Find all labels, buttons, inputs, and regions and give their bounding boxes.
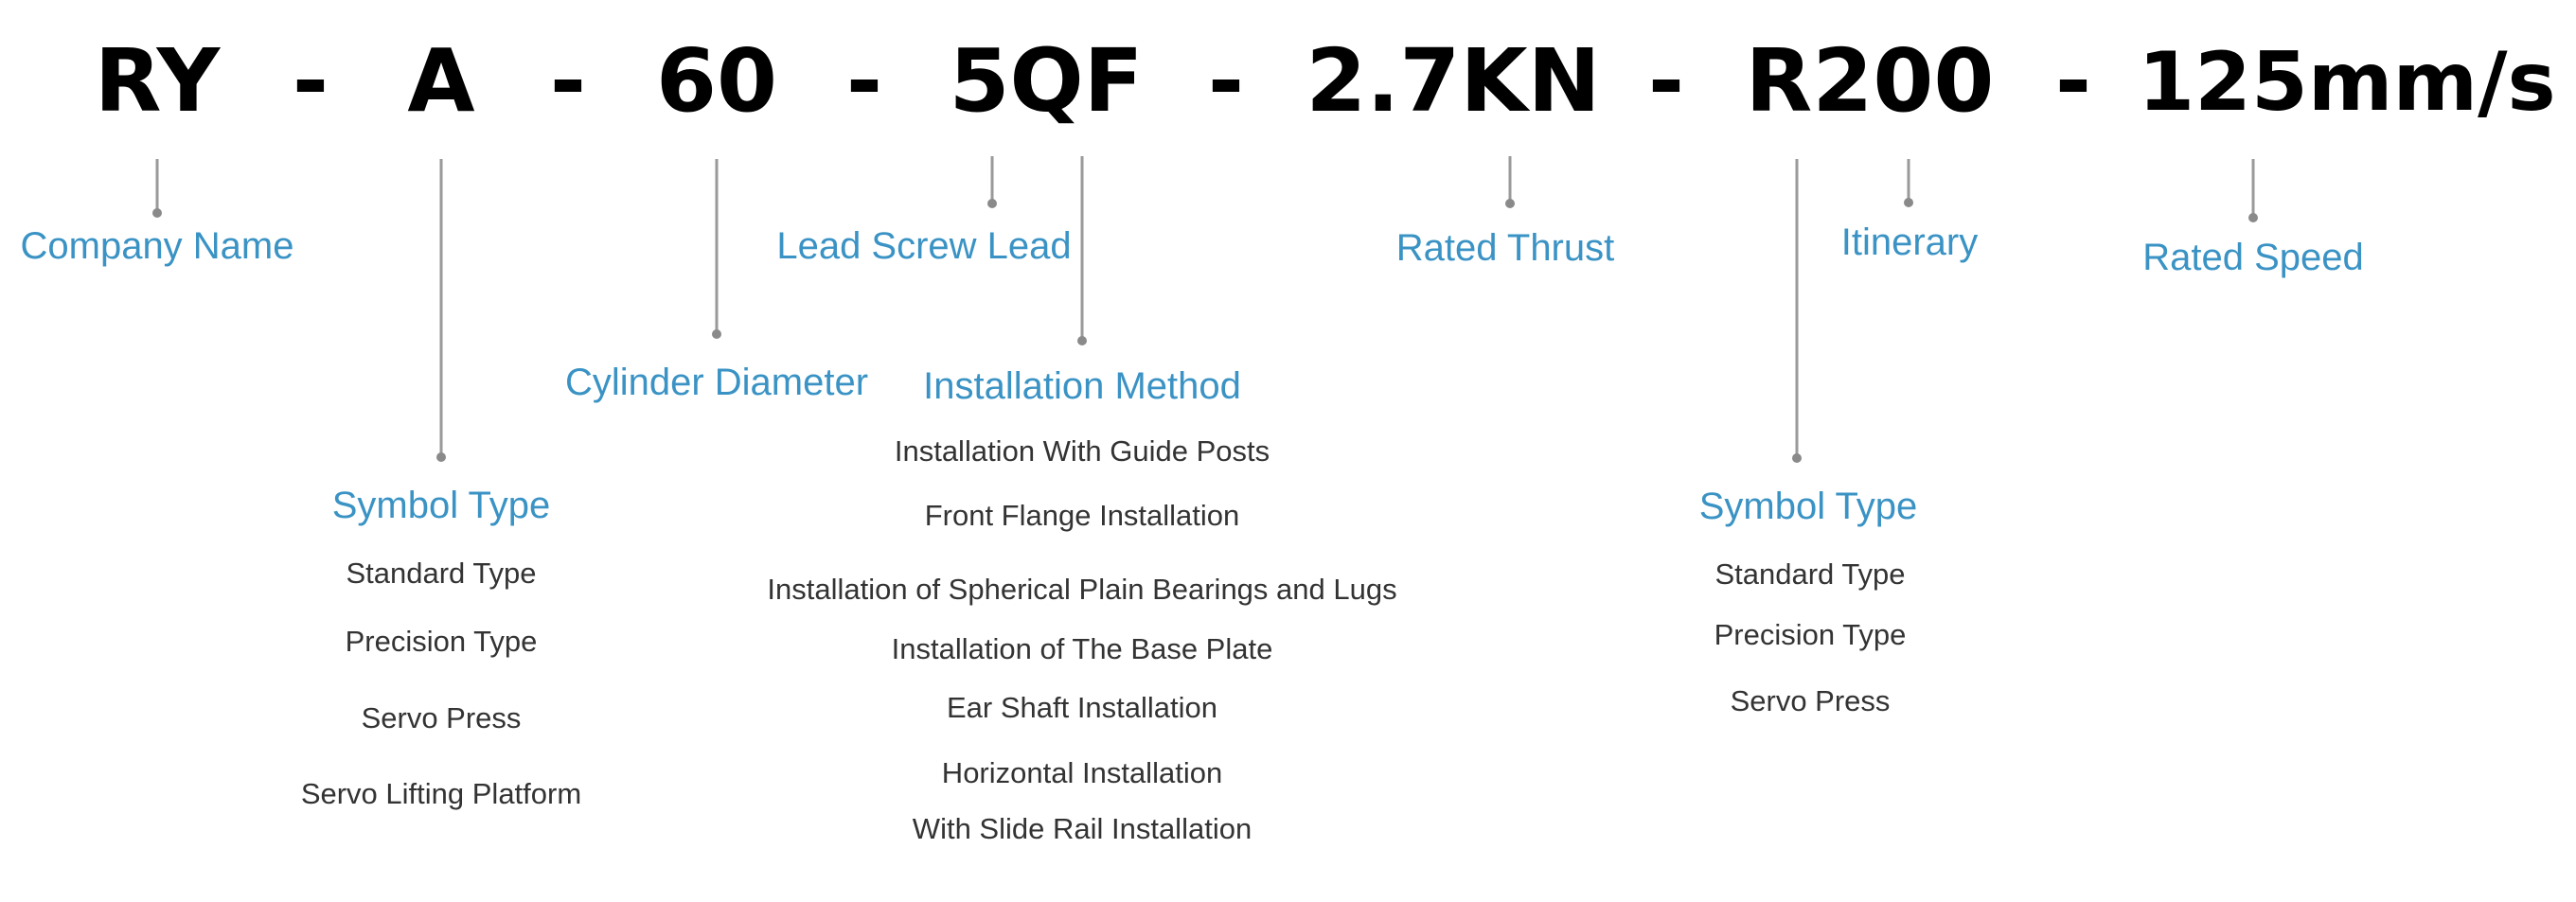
option-spherical-bearings-lugs: Installation of Spherical Plain Bearings and Lugs — [767, 573, 1397, 606]
label-lead-screw-lead: Lead Screw Lead — [776, 225, 1072, 267]
code-segment-itinerary: R200 — [1745, 30, 1995, 132]
option-standard-type: Standard Type — [1714, 557, 1906, 591]
option-installation-guide-posts: Installation With Guide Posts — [894, 434, 1270, 468]
label-symbol-type-left: Symbol Type — [331, 485, 551, 526]
code-segment-company: RY — [94, 30, 221, 132]
connector-dot-cylinder-diameter — [712, 329, 721, 339]
label-symbol-type-right: Symbol Type — [1698, 486, 1918, 527]
option-slide-rail-installation: With Slide Rail Installation — [912, 812, 1252, 845]
option-standard-type: Standard Type — [346, 557, 537, 590]
connector-dot-rated-speed — [2248, 213, 2258, 222]
code-separator: - — [1647, 30, 1685, 132]
code-segment-rated-thrust: 2.7KN — [1306, 30, 1601, 132]
label-itinerary: Itinerary — [1840, 221, 1979, 263]
option-servo-lifting-platform: Servo Lifting Platform — [300, 777, 582, 810]
option-precision-type: Precision Type — [345, 625, 538, 658]
connector-dot-lead-screw-lead — [987, 199, 997, 208]
label-installation-method: Installation Method — [923, 365, 1241, 407]
option-horizontal-installation: Horizontal Installation — [941, 756, 1223, 789]
connector-dot-rated-thrust — [1505, 199, 1515, 208]
option-ear-shaft-installation: Ear Shaft Installation — [946, 691, 1218, 724]
code-separator: - — [549, 30, 587, 132]
code-segment-lead-installation: 5QF — [949, 30, 1144, 132]
label-company-name: Company Name — [20, 225, 294, 267]
option-base-plate-installation: Installation of The Base Plate — [891, 632, 1273, 665]
connector-dot-installation-method — [1077, 336, 1087, 345]
connector-dot-company-name — [152, 208, 162, 218]
code-segment-rated-speed: 125mm/s — [2138, 35, 2556, 130]
code-separator: - — [845, 30, 883, 132]
label-rated-speed: Rated Speed — [2142, 237, 2364, 278]
code-segment-cylinder-diameter: 60 — [655, 30, 778, 132]
option-servo-press: Servo Press — [1730, 684, 1891, 717]
code-segment-symbol-type: A — [407, 30, 475, 132]
option-servo-press: Servo Press — [361, 701, 522, 734]
code-separator: - — [2054, 30, 2092, 132]
label-rated-thrust: Rated Thrust — [1395, 227, 1615, 269]
option-front-flange-installation: Front Flange Installation — [924, 499, 1240, 532]
code-separator: - — [1207, 30, 1245, 132]
connector-dot-symbol-type-right — [1792, 453, 1802, 463]
connector-dot-symbol-type-left — [436, 452, 446, 462]
connector-dot-itinerary — [1904, 198, 1913, 207]
label-cylinder-diameter: Cylinder Diameter — [564, 362, 869, 403]
code-separator: - — [292, 30, 329, 132]
option-precision-type: Precision Type — [1714, 618, 1907, 651]
